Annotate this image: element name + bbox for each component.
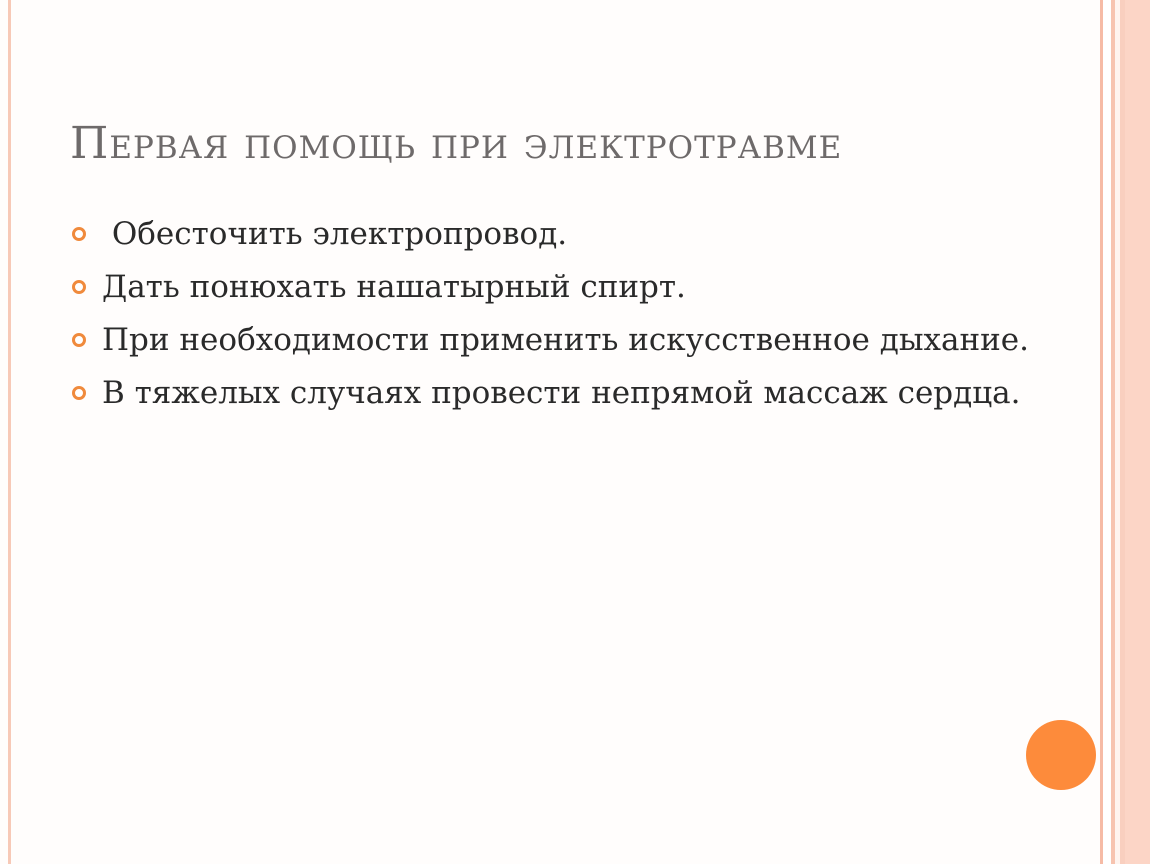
- bullet-icon: [72, 333, 86, 347]
- right-stripe-6: [1125, 0, 1150, 864]
- bullet-icon: [72, 227, 86, 241]
- bullet-item: [70, 265, 1070, 310]
- bullet-text: Дать понюхать нашатырный спирт.: [102, 269, 686, 305]
- left-border-line: [8, 0, 11, 864]
- bullet-icon: [72, 280, 86, 294]
- bullet-item: [70, 318, 1070, 363]
- bullet-text: Обесточить электропровод.: [102, 216, 568, 252]
- bullet-text: В тяжелых случаях провести непрямой массаж сердца.: [102, 375, 1021, 411]
- bullet-text: При необходимости применить искусственное дыхание.: [102, 322, 1030, 358]
- right-stripe-2: [1103, 0, 1111, 864]
- slide-title: Первая помощь при электротравме: [70, 118, 843, 169]
- bullet-item: [70, 212, 1070, 257]
- bullet-icon: [72, 386, 86, 400]
- bullet-item: [70, 371, 1070, 416]
- orange-circle-icon: [1026, 720, 1096, 790]
- bullet-list: [70, 212, 1070, 424]
